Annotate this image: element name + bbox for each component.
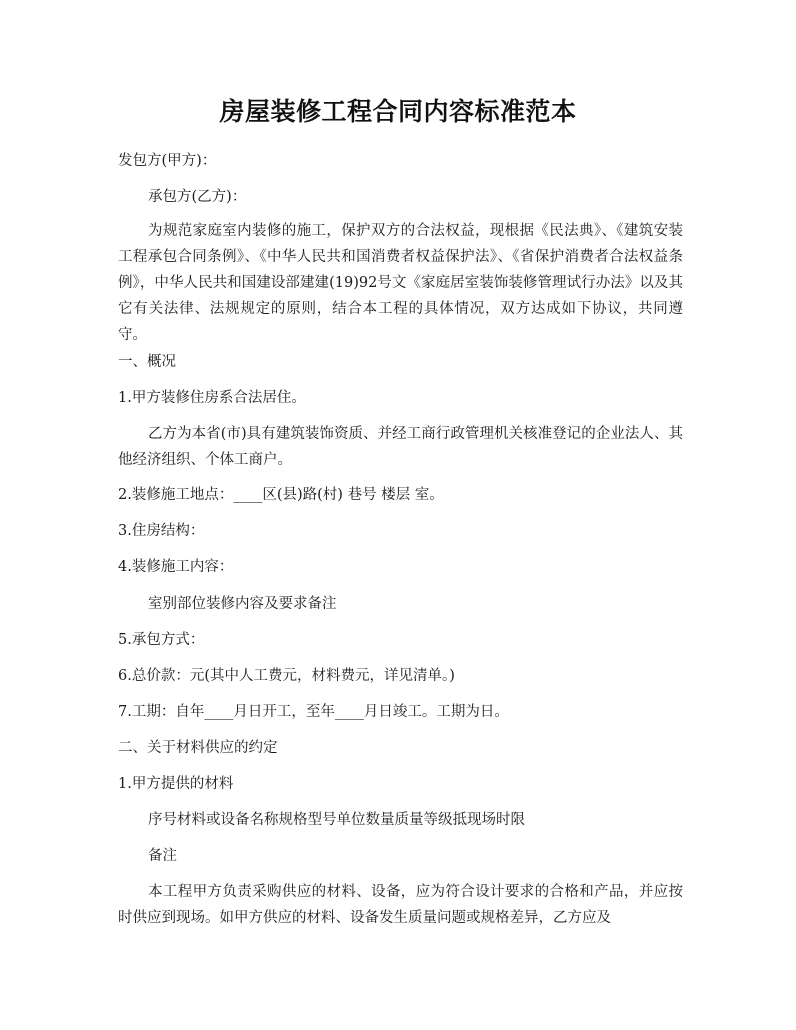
section-heading-overview: 一、概况: [118, 354, 176, 370]
party-b-line: 承包方(乙方)：: [148, 189, 247, 205]
party-a-line: 发包方(甲方)：: [118, 153, 217, 169]
clause-2-location: 2.装修施工地点：____区(县)路(村) 巷号 楼层 室。: [118, 487, 444, 503]
content-table-header: 室别部位装修内容及要求备注: [148, 596, 337, 612]
clause-5-contract-type: 5.承包方式：: [118, 632, 205, 648]
clause-3-structure: 3.住房结构：: [118, 523, 205, 539]
clause-7-schedule: 7.工期：自年____月日开工，至年____月日竣工。工期为日。: [118, 704, 509, 720]
materials-responsibility-paragraph: 本工程甲方负责采购供应的材料、设备，应为符合设计要求的合格和产品，并应按时供应到现场。如甲方供应的材料、设备发生质量问题或规格差异，乙方应及: [118, 884, 683, 926]
clause-6-total-price: 6.总价款：元(其中人工费元，材料费元，详见清单。): [118, 668, 455, 684]
clause-1-housing: 1.甲方装修住房系合法居住。: [118, 390, 306, 406]
section-heading-materials: 二、关于材料供应的约定: [118, 740, 278, 756]
clause-materials-party-a: 1.甲方提供的材料: [118, 776, 234, 792]
preamble-paragraph: 为规范家庭室内装修的施工，保护双方的合法权益，现根据《民法典》、《建筑安装工程承包合同条例》、《中华人民共和国消费者权益保护法》、《省保护消费者合法权益条例》，中华人民共和国建设部建建(19)92号文《家庭居室装饰装修管理试行办法》以及其它有关法律、法规规定的原则，结合本工程的具体情况，双方达成如下协议，共同遵守。: [118, 223, 683, 343]
materials-table-remarks: 备注: [148, 848, 177, 864]
document-title: 房屋装修工程合同内容标准范本: [219, 97, 577, 126]
contractor-qualification-paragraph: 乙方为本省(市)具有建筑装饰资质、并经工商行政管理机关核准登记的企业法人、其他经济组织、个体工商户。: [118, 426, 683, 468]
clause-4-content: 4.装修施工内容：: [118, 559, 234, 575]
materials-table-header: 序号材料或设备名称规格型号单位数量质量等级抵现场时限: [148, 812, 525, 828]
